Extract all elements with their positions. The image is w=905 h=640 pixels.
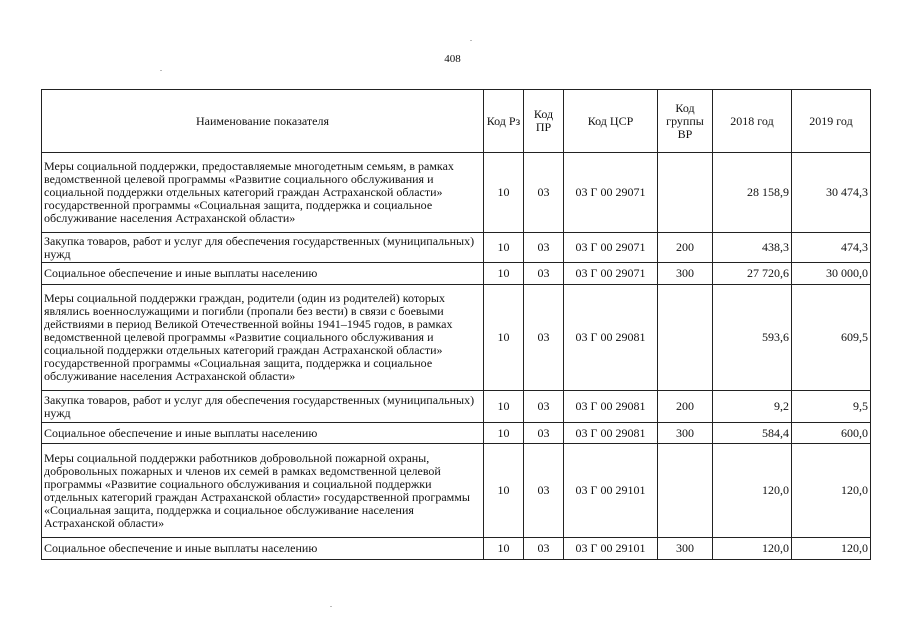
row-pr: 03 <box>524 423 564 444</box>
row-2019: 474,3 <box>792 233 871 263</box>
row-vr: 200 <box>658 391 713 423</box>
header-2019: 2019 год <box>792 90 871 153</box>
row-vr <box>658 444 713 538</box>
row-2018: 584,4 <box>713 423 792 444</box>
table-row <box>42 285 871 391</box>
row-pr: 03 <box>524 538 564 560</box>
row-rz: 10 <box>484 153 524 233</box>
row-2018: 120,0 <box>713 538 792 560</box>
row-2019: 30 474,3 <box>792 153 871 233</box>
row-vr: 300 <box>658 423 713 444</box>
row-pr: 03 <box>524 285 564 391</box>
header-vr: Код группы ВР <box>658 90 713 153</box>
row-2019: 30 000,0 <box>792 263 871 285</box>
row-2019: 600,0 <box>792 423 871 444</box>
row-rz: 10 <box>484 263 524 285</box>
row-rz: 10 <box>484 444 524 538</box>
header-name: Наименование показателя <box>42 90 484 153</box>
header-pr: Код ПР <box>524 90 564 153</box>
table-row <box>42 538 871 560</box>
header-csr: Код ЦСР <box>564 90 658 153</box>
row-rz: 10 <box>484 423 524 444</box>
row-csr: 03 Г 00 29071 <box>564 263 658 285</box>
scan-speck <box>330 606 332 607</box>
row-name: Социальное обеспечение и иные выплаты населению <box>42 538 484 560</box>
header-2018: 2018 год <box>713 90 792 153</box>
table-row <box>42 263 871 285</box>
row-pr: 03 <box>524 233 564 263</box>
table-header-row <box>42 90 871 153</box>
row-pr: 03 <box>524 444 564 538</box>
row-2019: 120,0 <box>792 538 871 560</box>
row-name: Социальное обеспечение и иные выплаты населению <box>42 423 484 444</box>
budget-table <box>41 89 871 560</box>
row-csr: 03 Г 00 29101 <box>564 538 658 560</box>
row-2019: 9,5 <box>792 391 871 423</box>
row-name: Меры социальной поддержки, предоставляемые многодетным семьям, в рамках ведомственной целевой программы «Развитие социального обслуживания и социальной поддержки отдельных категорий граждан Астраханской области» государственной программы «Социальная защита, поддержка и социальное обслуживание населения Астраханской области» <box>42 153 484 233</box>
table-row <box>42 423 871 444</box>
table-row <box>42 391 871 423</box>
row-csr: 03 Г 00 29071 <box>564 153 658 233</box>
row-2018: 438,3 <box>713 233 792 263</box>
row-csr: 03 Г 00 29071 <box>564 233 658 263</box>
page-number: 408 <box>444 53 461 65</box>
row-name: Меры социальной поддержки работников добровольной пожарной охраны, добровольных пожарных и членов их семей в рамках ведомственной целевой программы «Развитие социального обслуживания и социальной поддержки отдельных категорий граждан Астраханской области» государственной программы «Социальная защита, поддержка и социальное обслуживание населения Астраханской области» <box>42 444 484 538</box>
row-pr: 03 <box>524 391 564 423</box>
row-vr <box>658 285 713 391</box>
header-rz: Код Рз <box>484 90 524 153</box>
row-2018: 120,0 <box>713 444 792 538</box>
row-rz: 10 <box>484 233 524 263</box>
row-vr: 300 <box>658 538 713 560</box>
scan-speck <box>160 70 162 71</box>
row-2018: 27 720,6 <box>713 263 792 285</box>
row-csr: 03 Г 00 29081 <box>564 423 658 444</box>
row-2018: 9,2 <box>713 391 792 423</box>
row-name: Закупка товаров, работ и услуг для обеспечения государственных (муниципальных) нужд <box>42 391 484 423</box>
table-row <box>42 233 871 263</box>
row-csr: 03 Г 00 29081 <box>564 391 658 423</box>
row-rz: 10 <box>484 391 524 423</box>
row-rz: 10 <box>484 538 524 560</box>
row-2018: 593,6 <box>713 285 792 391</box>
row-name: Закупка товаров, работ и услуг для обеспечения государственных (муниципальных) нужд <box>42 233 484 263</box>
row-csr: 03 Г 00 29081 <box>564 285 658 391</box>
row-name: Меры социальной поддержки граждан, родители (один из родителей) которых являлись военнослужащими и погибли (пропали без вести) в связи с боевыми действиями в период Великой Отечественной войны 1941–1945 годов, в рамках ведомственной целевой программы «Развитие социального обслуживания и социальной поддержки отдельных категорий граждан Астраханской области» государственной программы «Социальная защита, поддержка и социальное обслуживание населения Астраханской области» <box>42 285 484 391</box>
row-vr: 300 <box>658 263 713 285</box>
table-row <box>42 444 871 538</box>
row-2018: 28 158,9 <box>713 153 792 233</box>
row-2019: 120,0 <box>792 444 871 538</box>
row-pr: 03 <box>524 153 564 233</box>
row-pr: 03 <box>524 263 564 285</box>
scan-speck <box>470 40 472 41</box>
row-rz: 10 <box>484 285 524 391</box>
table-row <box>42 153 871 233</box>
row-vr <box>658 153 713 233</box>
row-csr: 03 Г 00 29101 <box>564 444 658 538</box>
row-name: Социальное обеспечение и иные выплаты населению <box>42 263 484 285</box>
row-2019: 609,5 <box>792 285 871 391</box>
row-vr: 200 <box>658 233 713 263</box>
